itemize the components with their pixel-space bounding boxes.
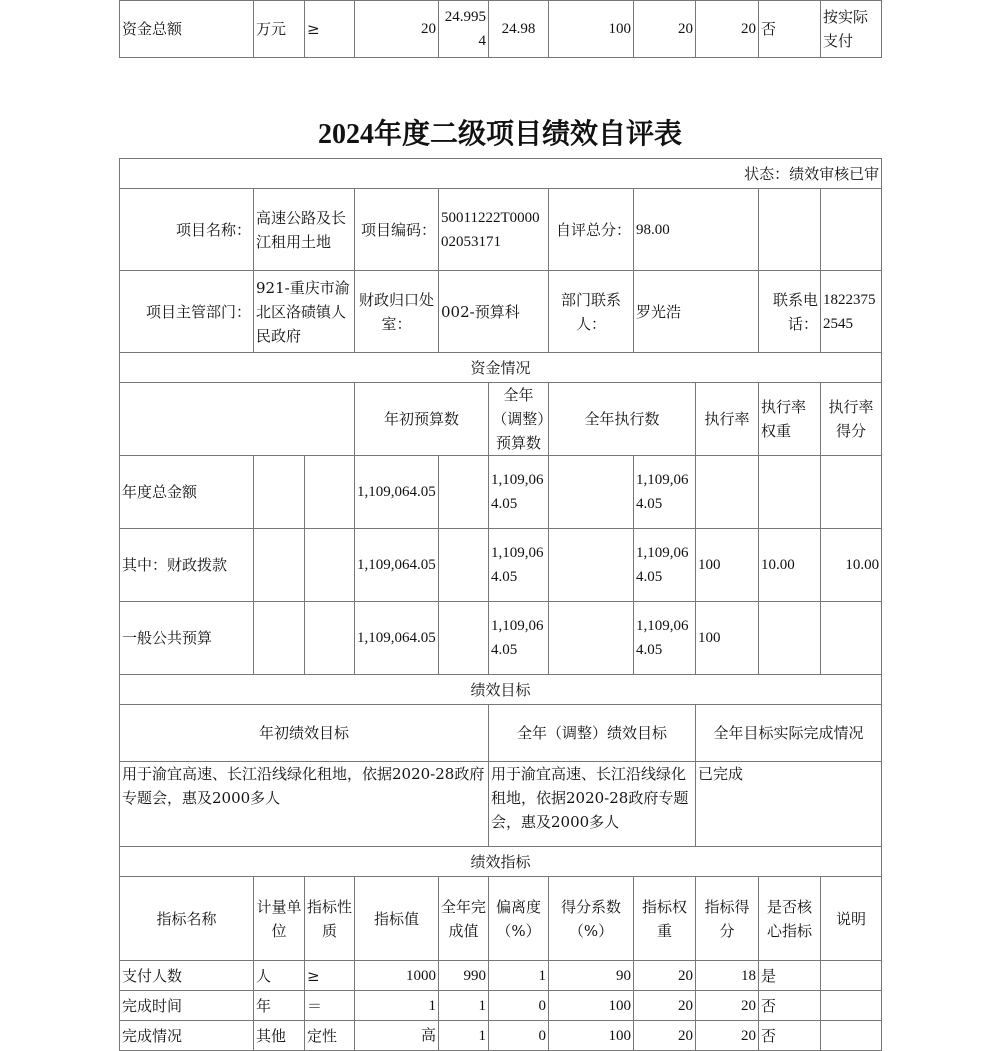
indicator-weight: 20 [634, 1, 696, 58]
indicator-header: 得分系数（%） [549, 877, 634, 961]
indicator-unit: 万元 [254, 1, 305, 58]
goal-adjusted: 用于渝宜高速、长江沿线绿化租地，依据2020-28政府专题会，惠及2000多人 [489, 762, 696, 847]
contact-value: 罗光浩 [634, 271, 759, 353]
indicator-actual: 24.9954 [439, 1, 489, 58]
funds-initial: 1,109,064.05 [355, 529, 439, 602]
indicator-nature: ≥ [305, 1, 355, 58]
indicator-score: 20 [696, 1, 759, 58]
page-title: 2024年度二级项目绩效自评表 [317, 119, 682, 150]
funds-weight [759, 602, 821, 675]
indicator-target: 1 [355, 991, 439, 1021]
phone-label: 联系电话： [759, 271, 821, 353]
indicator-note [821, 961, 882, 991]
indicator-target: 高 [355, 1021, 439, 1051]
indicator-nature: ＝ [305, 991, 355, 1021]
empty-cell [759, 189, 821, 271]
funds-row-name: 其中：财政拨款 [120, 529, 254, 602]
indicator-target: 20 [355, 1, 439, 58]
empty-cell [549, 602, 634, 675]
contact-label: 部门联系人： [549, 271, 634, 353]
indicator-core: 否 [759, 1, 821, 58]
funds-executed: 1,109,064.05 [634, 456, 696, 529]
empty-cell [821, 189, 882, 271]
goal-initial: 用于渝宜高速、长江沿线绿化租地，依据2020-28政府专题会，惠及2000多人 [120, 762, 489, 847]
indicator-weight: 20 [634, 961, 696, 991]
funds-section-header: 资金情况 [120, 353, 882, 383]
score-label: 自评总分： [549, 189, 634, 271]
empty-cell [305, 456, 355, 529]
indicator-deviation: 1 [489, 961, 549, 991]
project-name-label: 项目名称： [120, 189, 254, 271]
indicator-coef: 100 [549, 1021, 634, 1051]
empty-cell [120, 383, 355, 456]
indicator-deviation: 0 [489, 991, 549, 1021]
indicator-header: 指标名称 [120, 877, 254, 961]
indicator-header: 全年完成值 [439, 877, 489, 961]
indicator-target: 1000 [355, 961, 439, 991]
indicator-actual: 1 [439, 991, 489, 1021]
empty-cell [305, 602, 355, 675]
funds-weight: 10.00 [759, 529, 821, 602]
table-row [120, 456, 882, 529]
indicator-header: 指标权重 [634, 877, 696, 961]
empty-cell [439, 602, 489, 675]
prev-indicator-table [119, 0, 882, 58]
indicator-weight: 20 [634, 991, 696, 1021]
indicator-note [821, 1021, 882, 1051]
funds-rate: 100 [696, 602, 759, 675]
indicator-nature: ≥ [305, 961, 355, 991]
funds-score [821, 602, 882, 675]
table-row [120, 529, 882, 602]
table-row [120, 602, 882, 675]
funds-adjusted: 1,109,064.05 [489, 602, 549, 675]
indicator-coef: 90 [549, 961, 634, 991]
office-value: 002-预算科 [439, 271, 549, 353]
indicator-deviation: 24.98 [489, 1, 549, 58]
table-row [120, 1021, 882, 1051]
empty-cell [254, 456, 305, 529]
self-score: 98.00 [634, 189, 759, 271]
funds-header: 执行率 [696, 383, 759, 456]
dept-value: 921-重庆市渝北区洛碛镇人民政府 [254, 271, 355, 353]
indicator-score: 20 [696, 1021, 759, 1051]
indicator-unit: 人 [254, 961, 305, 991]
code-label: 项目编码： [355, 189, 439, 271]
empty-cell [549, 456, 634, 529]
funds-adjusted: 1,109,064.05 [489, 529, 549, 602]
table-row [120, 961, 882, 991]
indicator-unit: 年 [254, 991, 305, 1021]
goal-actual: 已完成 [696, 762, 882, 847]
funds-row-name: 一般公共预算 [120, 602, 254, 675]
indicator-unit: 其他 [254, 1021, 305, 1051]
indicator-deviation: 0 [489, 1021, 549, 1051]
funds-header: 全年执行数 [549, 383, 696, 456]
project-code: 50011222T000002053171 [439, 189, 549, 271]
self-eval-table [119, 158, 882, 1051]
indicator-header: 指标得分 [696, 877, 759, 961]
indicator-name: 完成时间 [120, 991, 254, 1021]
indicator-score: 20 [696, 991, 759, 1021]
goals-section-header: 绩效目标 [120, 675, 882, 705]
goals-header: 全年目标实际完成情况 [696, 705, 882, 762]
indicator-score: 18 [696, 961, 759, 991]
office-label: 财政归口处室： [355, 271, 439, 353]
funds-header: 年初预算数 [355, 383, 489, 456]
indicator-name: 资金总额 [120, 1, 254, 58]
indicator-core: 否 [759, 1021, 821, 1051]
funds-rate: 100 [696, 529, 759, 602]
table-row [120, 1, 882, 58]
indicator-actual: 1 [439, 1021, 489, 1051]
phone-value: 18223752545 [821, 271, 882, 353]
indicator-nature: 定性 [305, 1021, 355, 1051]
indicator-header: 偏离度（%） [489, 877, 549, 961]
funds-adjusted: 1,109,064.05 [489, 456, 549, 529]
table-row [120, 991, 882, 1021]
funds-initial: 1,109,064.05 [355, 456, 439, 529]
empty-cell [549, 529, 634, 602]
empty-cell [439, 456, 489, 529]
project-name: 高速公路及长江租用土地 [254, 189, 355, 271]
indicator-header: 指标性质 [305, 877, 355, 961]
goals-header: 全年（调整）绩效目标 [489, 705, 696, 762]
funds-header: 执行率权重 [759, 383, 821, 456]
indicator-header: 是否核心指标 [759, 877, 821, 961]
indicator-coef: 100 [549, 1, 634, 58]
indicator-header: 计量单位 [254, 877, 305, 961]
funds-score: 10.00 [821, 529, 882, 602]
goals-header: 年初绩效目标 [120, 705, 489, 762]
empty-cell [439, 529, 489, 602]
empty-cell [305, 529, 355, 602]
indicator-header: 说明 [821, 877, 882, 961]
indicator-name: 支付人数 [120, 961, 254, 991]
dept-label: 项目主管部门： [120, 271, 254, 353]
funds-initial: 1,109,064.05 [355, 602, 439, 675]
empty-cell [254, 529, 305, 602]
funds-score [821, 456, 882, 529]
funds-row-name: 年度总金额 [120, 456, 254, 529]
funds-executed: 1,109,064.05 [634, 529, 696, 602]
status-badge: 状态：绩效审核已审 [120, 159, 882, 189]
funds-rate [696, 456, 759, 529]
indicators-section-header: 绩效指标 [120, 847, 882, 877]
empty-cell [254, 602, 305, 675]
funds-weight [759, 456, 821, 529]
indicator-header: 指标值 [355, 877, 439, 961]
indicator-core: 是 [759, 961, 821, 991]
indicator-core: 否 [759, 991, 821, 1021]
indicator-name: 完成情况 [120, 1021, 254, 1051]
indicator-coef: 100 [549, 991, 634, 1021]
indicator-weight: 20 [634, 1021, 696, 1051]
indicator-note [821, 991, 882, 1021]
indicator-note: 按实际支付 [821, 1, 882, 58]
funds-executed: 1,109,064.05 [634, 602, 696, 675]
indicator-actual: 990 [439, 961, 489, 991]
funds-header: 执行率得分 [821, 383, 882, 456]
funds-header: 全年（调整）预算数 [489, 383, 549, 456]
